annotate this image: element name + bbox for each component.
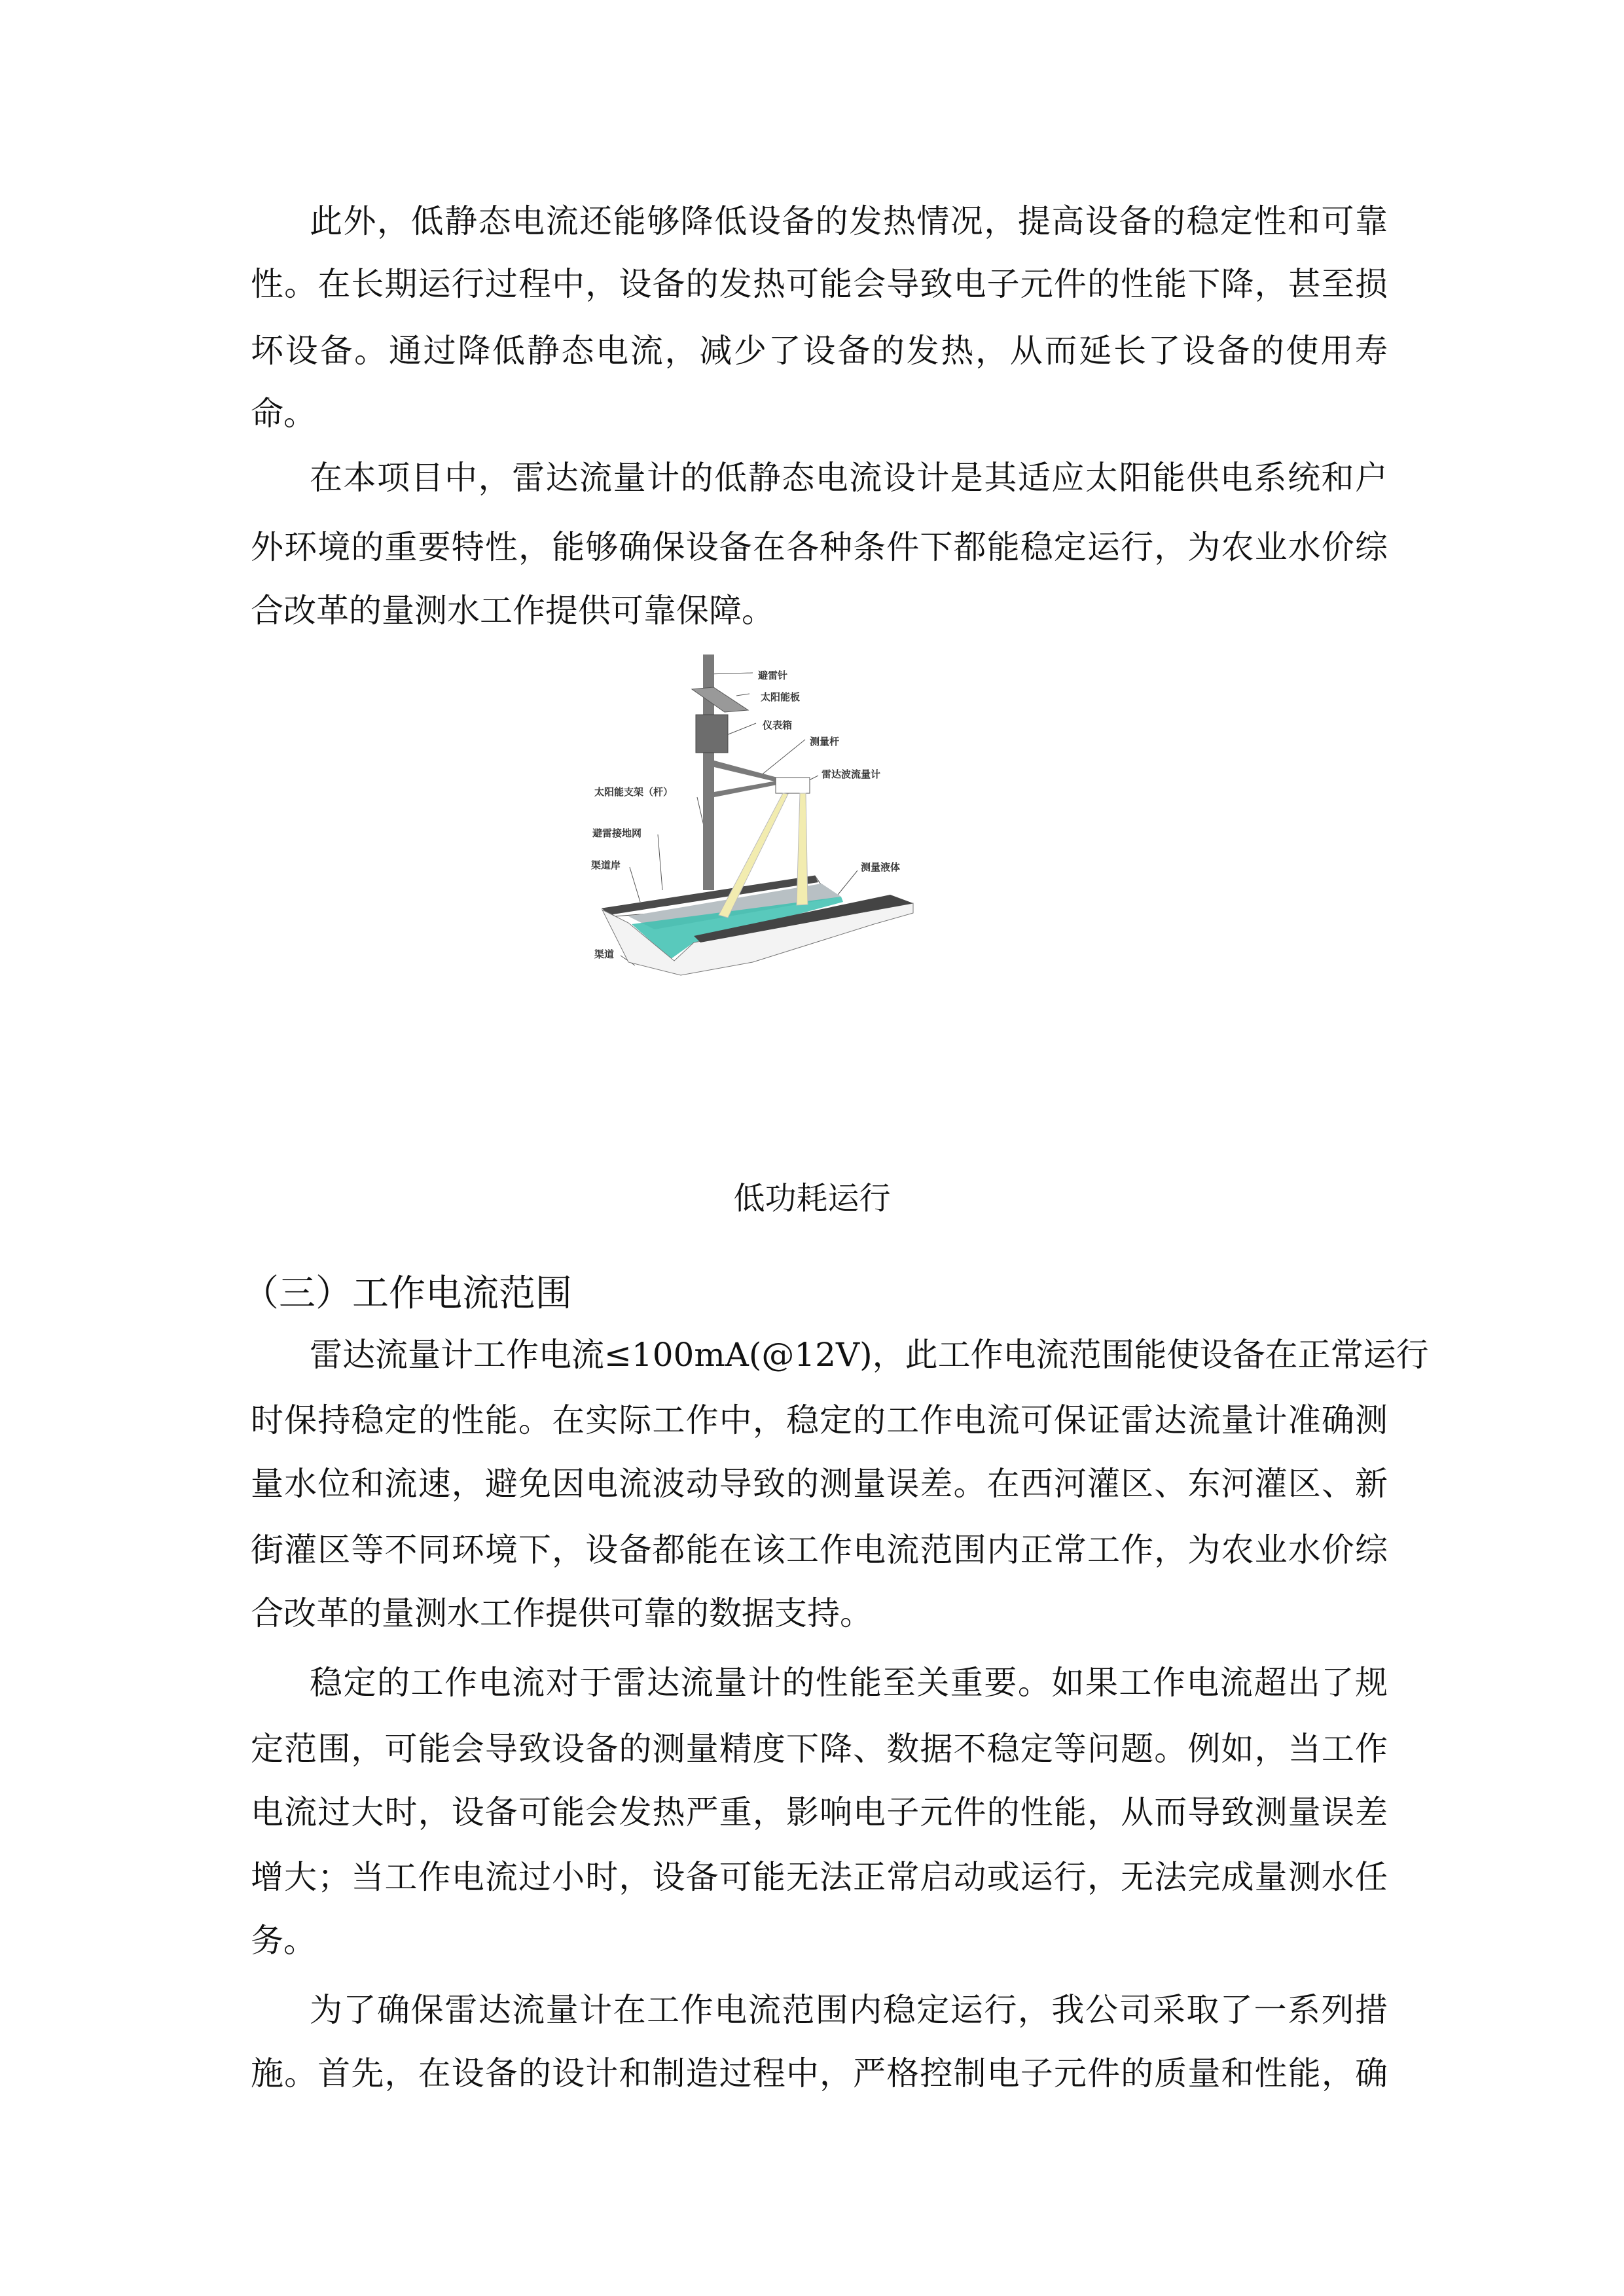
text-line: 雷达流量计工作电流≤100mA(@12V)，此工作电流范围能使设备在正常运行 [310,1336,1429,1374]
label-measuring-rod: 测量杆 [810,736,840,747]
text-line: 命。 [251,395,316,433]
text-line: 量水位和流速，避免因电流波动导致的测量误差。在西河灌区、东河灌区、新 [251,1465,1388,1503]
text-line: 为了确保雷达流量计在工作电流范围内稳定运行，我公司采取了一系列措 [310,1991,1388,2029]
text-line: 合改革的量测水工作提供可靠保障。 [251,592,774,630]
text-line: 此外，低静态电流还能够降低设备的发热情况，提高设备的稳定性和可靠 [310,202,1388,240]
label-channel: 渠道 [594,948,615,960]
text-line: 性。在长期运行过程中，设备的发热可能会导致电子元件的性能下降，甚至损 [251,265,1388,303]
figure-caption: 低功耗运行 [733,1180,891,1217]
radar-flowmeter-diagram [589,655,1047,1178]
label-radar-flowmeter: 雷达波流量计 [821,768,881,780]
text-line: 合改革的量测水工作提供可靠的数据支持。 [251,1594,873,1632]
text-line: 定范围，可能会导致设备的测量精度下降、数据不稳定等问题。例如，当工作 [251,1730,1388,1768]
label-grounding-grid: 避雷接地网 [592,827,642,839]
text-line: 施。首先，在设备的设计和制造过程中，严格控制电子元件的质量和性能，确 [251,2054,1388,2092]
label-channel-bank: 渠道岸 [591,859,621,871]
text-line: 在本项目中，雷达流量计的低静态电流设计是其适应太阳能供电系统和户 [310,459,1388,497]
text-line: 稳定的工作电流对于雷达流量计的性能至关重要。如果工作电流超出了规 [310,1664,1388,1702]
label-measured-liquid: 测量液体 [861,861,901,873]
label-lightning-rod: 避雷针 [758,670,788,681]
text-line: 增大；当工作电流过小时，设备可能无法正常启动或运行，无法完成量测水任 [251,1858,1388,1896]
text-line: 电流过大时，设备可能会发热严重，影响电子元件的性能，从而导致测量误差 [251,1793,1388,1831]
label-solar-bracket: 太阳能支架（杆） [594,786,674,798]
text-line: 务。 [251,1922,316,1960]
text-line: 时保持稳定的性能。在实际工作中，稳定的工作电流可保证雷达流量计准确测 [251,1401,1388,1439]
text-line: 外环境的重要特性，能够确保设备在各种条件下都能稳定运行，为农业水价综 [251,528,1388,566]
text-line: 街灌区等不同环境下，设备都能在该工作电流范围内正常工作，为农业水价综 [251,1531,1388,1569]
section-heading: （三）工作电流范围 [242,1272,572,1315]
label-solar-panel: 太阳能板 [761,691,801,703]
label-instrument-box: 仪表箱 [763,719,793,731]
text-line: 坏设备。通过降低静态电流，减少了设备的发热，从而延长了设备的使用寿 [251,332,1388,370]
